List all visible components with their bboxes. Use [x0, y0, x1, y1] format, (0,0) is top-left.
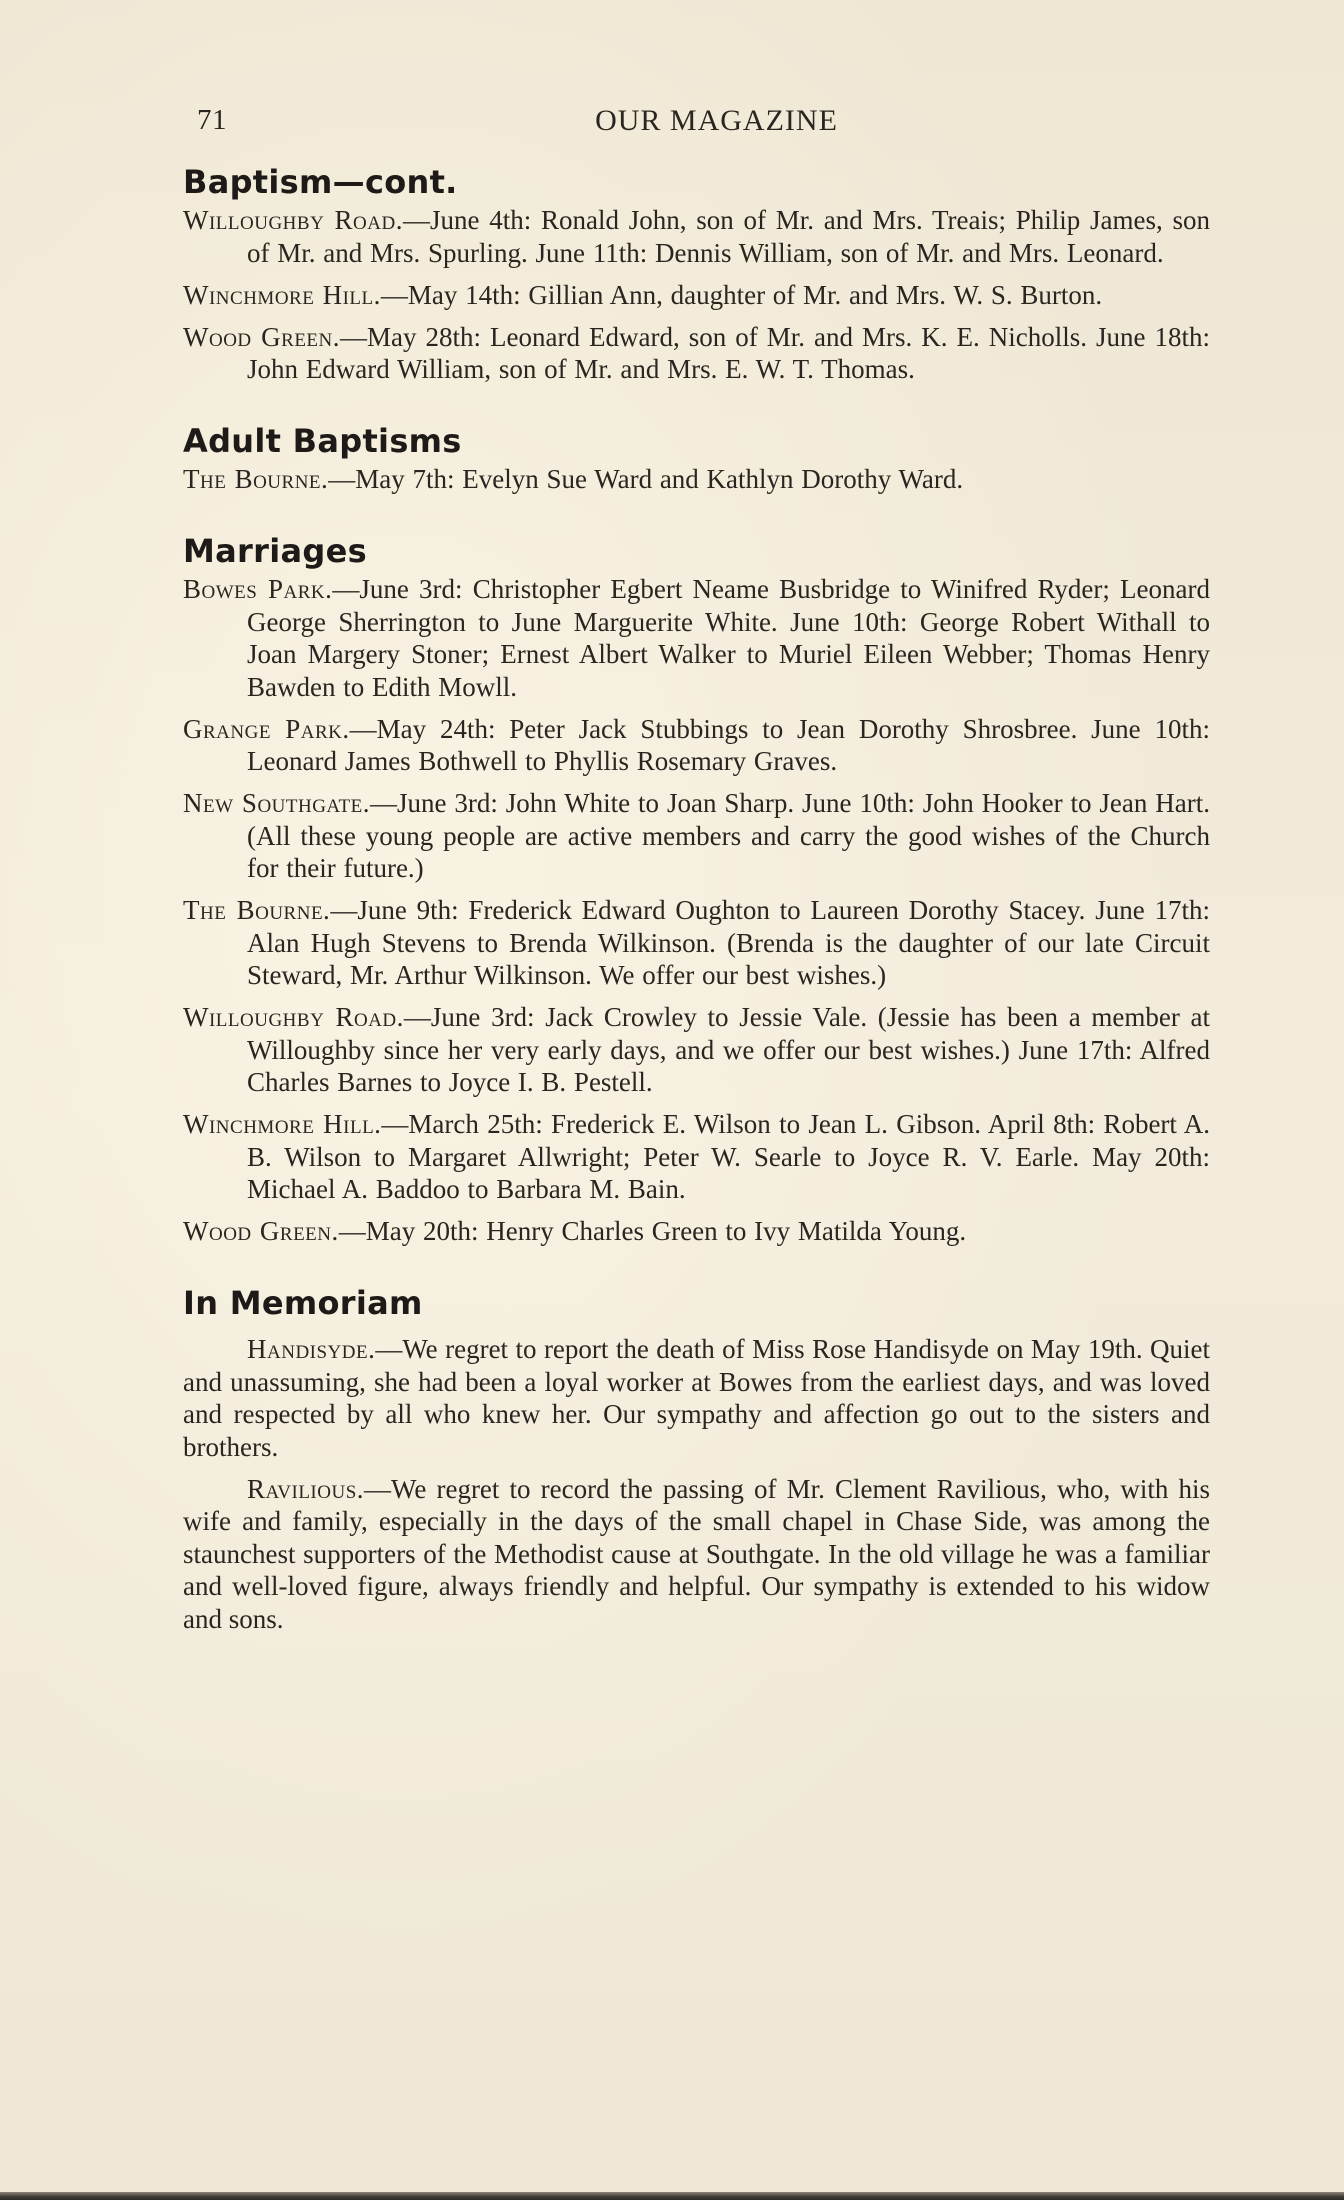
- marriage-entry: [183, 1001, 1210, 1099]
- baptism-entry: [183, 279, 1210, 312]
- marriage-entry: [183, 787, 1210, 885]
- section-heading-baptism: Baptism—cont.: [183, 163, 458, 201]
- entry-place: Wood Green.: [183, 321, 341, 352]
- adult-baptism-entry: [183, 463, 1210, 496]
- section-heading-in-memoriam: In Memoriam: [183, 1284, 423, 1322]
- baptism-entry: [183, 321, 1210, 386]
- page-header: [183, 104, 1210, 144]
- entry-place: Ravilious.: [247, 1473, 365, 1504]
- entry-text: —March 25th: Frederick E. Wilson to Jean L. Gibson. April 8th: Robert A. B. Wilson to Margaret Allwright; Peter W. Searle to Joyce R. V. Earle. May 20th: Michael A. Baddoo to Barbara M. Bain.: [247, 1109, 1210, 1204]
- marriage-entry: [183, 1108, 1210, 1206]
- entry-place: Handisyde.: [247, 1334, 376, 1364]
- baptism-entry: [183, 204, 1210, 269]
- spacer: [183, 1257, 1210, 1281]
- entry-place: Winchmore Hill.: [183, 1109, 382, 1139]
- entry-text: —May 28th: Leonard Edward, son of Mr. and Mrs. K. E. Nicholls. June 18th: John Edward William, son of Mr. and Mrs. E. W. T. Thomas.: [247, 321, 1210, 384]
- entry-place: Willoughby Road.: [183, 1002, 404, 1032]
- entry-place: Wood Green.: [183, 1216, 339, 1246]
- entry-text: —May 7th: Evelyn Sue Ward and Kathlyn Dorothy Ward.: [328, 464, 964, 494]
- memorial-entry: [183, 1473, 1210, 1636]
- entry-text: —June 9th: Frederick Edward Oughton to Laureen Dorothy Stacey. June 17th: Alan Hugh Stevens to Brenda Wilkinson. (Brenda is the daughter of our late Circuit Steward, Mr. Arthur Wilkinson. We offer our best wishes.): [247, 895, 1210, 990]
- spacer: [183, 395, 1210, 419]
- section-heading-marriages: Marriages: [183, 532, 367, 570]
- entry-place: New Southgate.: [183, 788, 371, 818]
- entry-place: The Bourne.: [183, 895, 331, 925]
- page-number: 71: [197, 104, 227, 136]
- entry-text: —We regret to report the death of Miss Rose Handisyde on May 19th. Quiet and unassuming, she had been a loyal worker at Bowes from the earliest days, and was loved and respected by all who knew her. Our sympathy and affection go out to the sisters and brothers.: [183, 1334, 1210, 1462]
- running-title: OUR MAGAZINE: [595, 104, 838, 137]
- entry-text: —May 24th: Peter Jack Stubbings to Jean Dorothy Shrosbree. June 10th: Leonard James Bothwell to Phyllis Rosemary Graves.: [247, 713, 1210, 776]
- entry-text: —June 3rd: John White to Joan Sharp. June 10th: John Hooker to Jean Hart. (All these young people are active members and carry the good wishes of the Church for their future.): [247, 788, 1210, 883]
- marriage-entry: [183, 894, 1210, 992]
- text-column: [183, 160, 1210, 1645]
- entry-place: Winchmore Hill.: [183, 279, 381, 310]
- entry-text: —June 3rd: Jack Crowley to Jessie Vale. (Jessie has been a member at Willoughby since her very early days, and we offer our best wishes.) June 17th: Alfred Charles Barnes to Joyce I. B. Pestell.: [247, 1002, 1210, 1097]
- section-marriages: [183, 529, 1210, 1248]
- entry-text: —We regret to record the passing of Mr. Clement Ravilious, who, with his wife and family, especially in the days of the small chapel in Chase Side, was among the staunchest supporters of the Methodist cause at Southgate. In the old village he was a familiar and well-loved figure, always friendly and helpful. Our sympathy is extended to his widow and sons.: [183, 1473, 1210, 1634]
- entry-text: —May 14th: Gillian Ann, daughter of Mr. and Mrs. W. S. Burton.: [380, 279, 1103, 310]
- section-baptism: [183, 160, 1210, 386]
- spacer: [183, 505, 1210, 529]
- marriage-entry: [183, 573, 1210, 703]
- entry-place: Bowes Park.: [183, 574, 333, 604]
- entry-text: —June 3rd: Christopher Egbert Neame Busbridge to Winifred Ryder; Leonard George Sherrington to June Marguerite White. June 10th: George Robert Withall to Joan Margery Stoner; Ernest Albert Walker to Muriel Eileen Webber; Thomas Henry Bawden to Edith Mowll.: [247, 574, 1211, 702]
- page-bottom-edge: [0, 2192, 1344, 2200]
- marriage-entry: [183, 1215, 1210, 1248]
- entry-place: Willoughby Road.: [183, 205, 403, 235]
- section-in-memoriam: [183, 1281, 1210, 1635]
- entry-place: The Bourne.: [183, 464, 329, 494]
- entry-place: Grange Park.: [183, 713, 350, 744]
- entry-text: —June 4th: Ronald John, son of Mr. and Mrs. Treais; Philip James, son of Mr. and Mrs. Spurling. June 11th: Dennis William, son of Mr. and Mrs. Leonard.: [247, 205, 1210, 268]
- marriage-entry: [183, 713, 1210, 778]
- memorial-entry: [183, 1333, 1210, 1463]
- section-adult-baptisms: [183, 419, 1210, 496]
- section-heading-adult-baptisms: Adult Baptisms: [183, 422, 462, 460]
- entry-text: —May 20th: Henry Charles Green to Ivy Matilda Young.: [338, 1216, 967, 1246]
